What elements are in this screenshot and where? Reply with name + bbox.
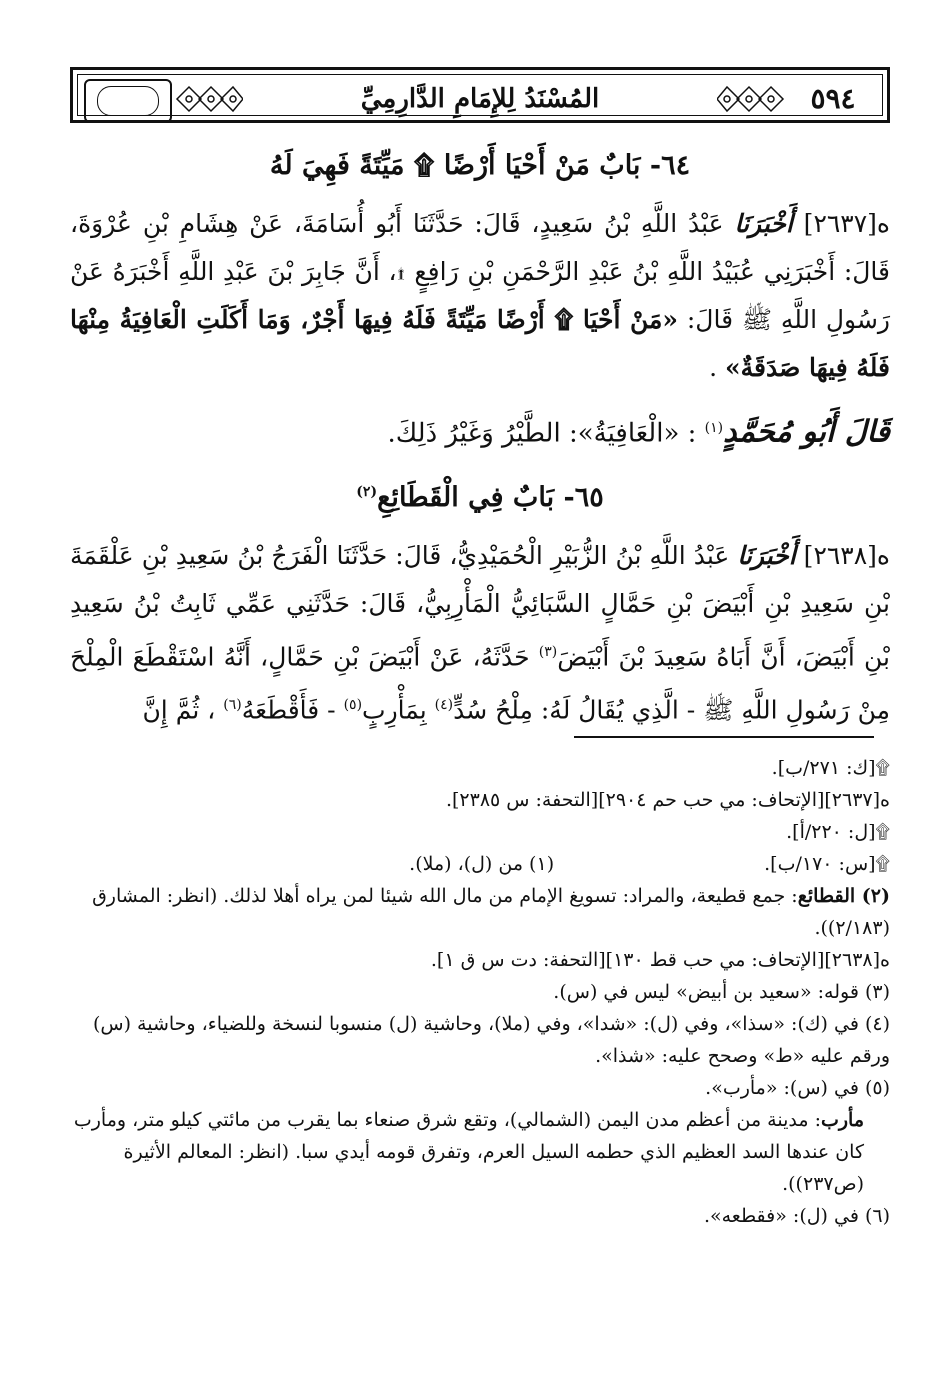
running-title: المُسْنَدُ لِلإِمَامِ الدَّارِمِيِّ bbox=[360, 84, 600, 114]
chapter-title-65 bbox=[70, 472, 890, 518]
abu-muhammad-comment bbox=[70, 402, 890, 460]
hadith-chain-2: حَدَّثَهُ، عَنْ أَبْيَضَ بْنِ حَمَّالٍ، أَنَّهُ اسْتَقْطَعَ الْمِلْحَ مِنْ رَسُولِ اللَّهِ ﷺ - الَّذِي يُقَالُ لَهُ: مِلْحُ سُدٍّ bbox=[70, 641, 890, 725]
footnote bbox=[70, 880, 890, 944]
seal-ornament-icon bbox=[84, 79, 172, 123]
main-text bbox=[70, 140, 890, 734]
footnote: ه[٢٦٣٨][الإتحاف: مي حب قط ١٣٠][التحفة: دت س ق ١]. bbox=[430, 949, 890, 971]
hadith-marker: ه[٢٦٣٨] bbox=[803, 540, 891, 570]
hadith-2637 bbox=[70, 200, 890, 392]
ornament-strip-left-icon bbox=[173, 81, 243, 117]
footnote-keyword: (٢) القطائع bbox=[797, 885, 890, 907]
footnote-ref: (٤) bbox=[434, 696, 454, 713]
footnote: (٥) في (س): «مأرب». bbox=[705, 1077, 890, 1099]
footnote: (١) من (ل)، (ملا). bbox=[409, 853, 555, 875]
hadith-chain: عَبْدُ اللَّهِ بْنُ الزُّبَيْرِ الْحُمَيْدِيُّ، قَالَ: حَدَّثَنَا الْفَرَجُ بْنُ سَعِيدِ بْنِ عَلْقَمَةَ بْنِ سَعِيدِ بْنِ أَبْيَضَ بْنِ حَمَّالٍ السَّبَائِيُّ الْمَأْرِبِيُّ، قَالَ: حَدَّثَنِي عَمِّي ثَابِتُ بْنُ سَعِيدِ بْنِ أَبْيَضَ، أَنَّ أَبَاهُ سَعِيدَ بْنَ أَبْيَضَ bbox=[70, 540, 890, 671]
footnote-text: : مدينة من أعظم مدن اليمن (الشمالي)، وتقع شرق صنعاء بما يقرب من مائتي كيلو متر، ومأرب كان عندها السد العظيم الذي حطمه السيل العرم، وتفرق قومه أيدي سبا. (انظر: المعالم الأثيرة (ص٢٣٧)). bbox=[73, 1109, 864, 1195]
footnote-row bbox=[70, 848, 890, 880]
hadith-matn: «مَنْ أَحْيَا ۩ أَرْضًا مَيِّتَةً فَلَهُ فِيهَا أَجْرٌ، وَمَا أَكَلَتِ الْعَافِيَةُ مِنْهَا فَلَهُ فِيهَا صَدَقَةٌ» bbox=[70, 305, 890, 382]
ornament-strip-right-icon bbox=[717, 81, 787, 117]
footnote-text: : جمع قطيعة، والمراد: تسويغ الإمام من مال الله شيئا لمن يراه أهلا لذلك. (انظر: المشارق (٢/١٨٣)). bbox=[92, 885, 890, 939]
footnote-ref: (٦) bbox=[223, 696, 242, 713]
hadith-marker: ه[٢٦٣٧] bbox=[803, 209, 891, 238]
footnotes bbox=[70, 752, 890, 1232]
hadith-end: . bbox=[709, 353, 718, 382]
narrator-word: أَخْبَرَنَا bbox=[737, 540, 796, 570]
footnote-ref: (٢) bbox=[356, 483, 378, 500]
footnote: ۩[ك: ٢٧١/ب]. bbox=[771, 757, 890, 779]
footnote bbox=[70, 1104, 890, 1200]
footnote-ref: (٥) bbox=[343, 696, 363, 713]
hadith-2638 bbox=[70, 532, 890, 735]
narrator-word: أَخْبَرَنَا bbox=[734, 209, 793, 238]
hadith-chain: عَبْدُ اللَّهِ بْنُ سَعِيدٍ، قَالَ: حَدَّثَنَا أَبُو أُسَامَةَ، عَنْ هِشَامِ بْنِ عُرْوَةَ، قَالَ: أَخْبَرَنِي عُبَيْدُ اللَّهِ بْنُ عَبْدِ الرَّحْمَنِ بْنِ رَافِعٍ ۩، أَنَّ جَابِرَ بْنَ عَبْدِ اللَّهِ أَخْبَرَهُ عَنْ رَسُولِ اللَّهِ ﷺ قَالَ: bbox=[70, 209, 890, 334]
hadith-chain-5: ، ثُمَّ إِنَّ bbox=[142, 695, 216, 725]
abu-muhammad-text: : «الْعَافِيَةُ»: الطَّيْرُ وَغَيْرُ ذَلِكَ. bbox=[387, 418, 697, 449]
chapter-title-64: ٦٤- بَابٌ مَنْ أَحْيَا أَرْضًا ۩ مَيِّتَةً فَهِيَ لَهُ bbox=[269, 150, 691, 181]
hadith-chain-3: بِمَأْرِبٍ bbox=[362, 695, 427, 725]
footnote: ه[٢٦٣٧][الإتحاف: مي حب حم ٢٩٠٤][التحفة: س ٢٣٨٥]. bbox=[445, 789, 890, 811]
hadith-chain-4: - فَأَقْطَعَهُ bbox=[241, 695, 336, 725]
footnote: ۩[ل: ٢٢٠/أ]. bbox=[786, 821, 890, 843]
footnote-ref: (٣) bbox=[538, 643, 558, 660]
header-inner-frame bbox=[77, 74, 883, 116]
footnote: (٤) في (ك): «سذا»، وفي (ل): «شدا»، وفي (ملا)، وحاشية (ل) منسوبا لنسخة وللضياء، وحاشية (س) ورقم عليه «ط» وصحح عليه: «شذا». bbox=[93, 1013, 890, 1067]
footnote-ref: (١) bbox=[704, 420, 724, 436]
abu-muhammad-label: قَالَ أَبُو مُحَمَّدٍ bbox=[723, 414, 890, 450]
footnote-keyword: مأرب bbox=[820, 1109, 864, 1131]
page-header bbox=[70, 67, 890, 123]
footnote: (٣) قوله: «سعيد بن أبيض» ليس في (س). bbox=[553, 981, 890, 1003]
footnote: (٦) في (ل): «فقطعه». bbox=[703, 1205, 890, 1227]
footnote: ۩[س: ١٧٠/ب]. bbox=[764, 853, 890, 875]
chapter-65-text: ٦٥- بَابٌ فِي الْقَطَائِعِ bbox=[377, 481, 604, 513]
footnote-separator bbox=[574, 736, 874, 738]
page-number: ٥٩٤ bbox=[810, 82, 856, 115]
